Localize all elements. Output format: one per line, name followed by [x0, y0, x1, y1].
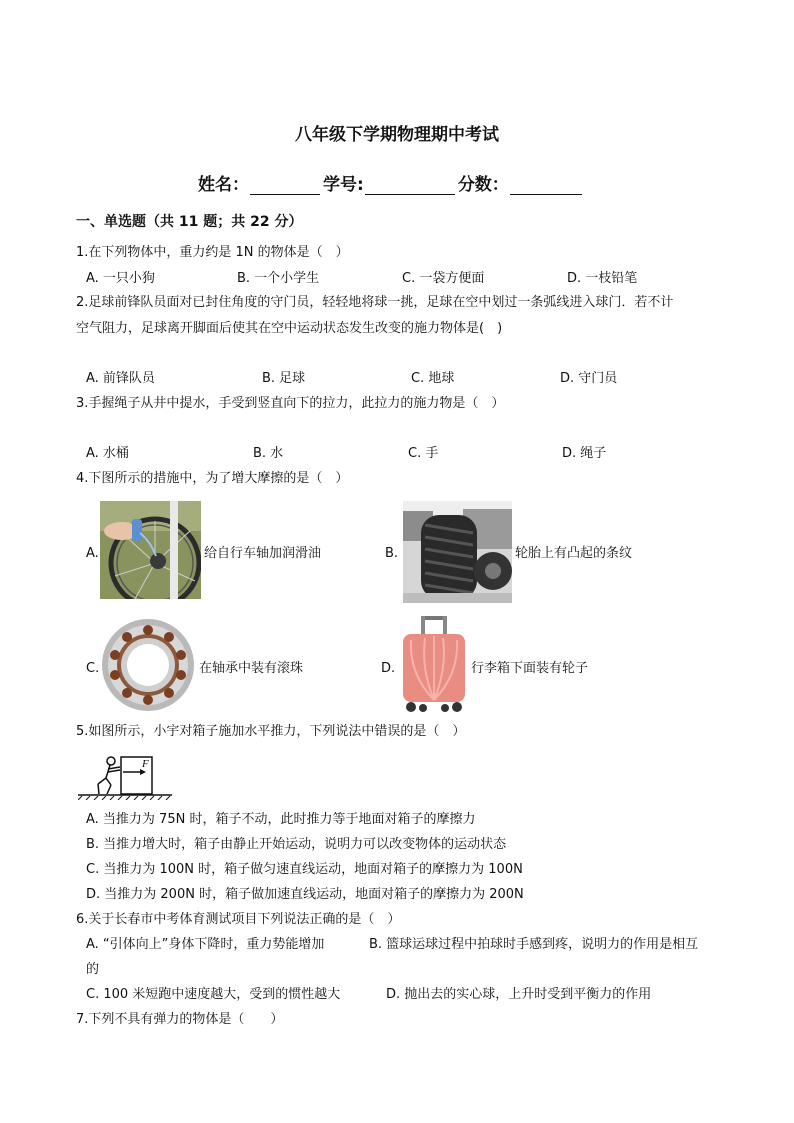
exam-title: 八年级下学期物理期中考试 — [295, 125, 499, 145]
question-7: 7.下列不具有弹力的物体是（ ） — [76, 1012, 284, 1027]
q6-option-a[interactable]: A. “引体向上”身体下降时，重力势能增加 — [86, 937, 325, 952]
score-blank[interactable] — [510, 176, 582, 195]
q6-option-b[interactable]: B. 篮球运球过程中拍球时手感到疼，说明力的作用是相互 — [369, 937, 699, 952]
question-4: 4.下图所示的措施中，为了增大摩擦的是（ ） — [76, 471, 349, 486]
q1-option-c[interactable]: C. 一袋方便面 — [402, 271, 485, 286]
push-box-figure — [78, 752, 172, 800]
q1-option-d[interactable]: D. 一枝铅笔 — [567, 271, 638, 286]
question-1: 1.在下列物体中，重力约是 1N 的物体是（ ） — [76, 245, 349, 260]
q3-option-d[interactable]: D. 绳子 — [562, 446, 607, 461]
student-info-line — [198, 170, 582, 195]
q5-option-b[interactable]: B. 当推力增大时，箱子由静止开始运动，说明力可以改变物体的运动状态 — [86, 837, 507, 852]
q4-option-b-letter[interactable]: B. — [385, 546, 399, 561]
score-label: 分数： — [457, 175, 509, 195]
name-blank[interactable] — [250, 176, 320, 195]
q5-option-c[interactable]: C. 当推力为 100N 时，箱子做匀速直线运动，地面对箱子的摩擦力为 100N — [86, 862, 523, 877]
bicycle-lubrication-image[interactable] — [100, 501, 201, 599]
q6-option-c[interactable]: C. 100 米短跑中速度越大，受到的惯性越大 — [86, 987, 341, 1002]
q2-option-d[interactable]: D. 守门员 — [560, 371, 618, 386]
q4-option-d-caption: 行李箱下面装有轮子 — [471, 661, 589, 676]
student-id-label: 学号: — [323, 175, 364, 195]
q5-option-a[interactable]: A. 当推力为 75N 时，箱子不动，此时推力等于地面对箱子的摩擦力 — [86, 812, 476, 827]
q1-option-b[interactable]: B. 一个小学生 — [237, 271, 320, 286]
q2-option-b[interactable]: B. 足球 — [262, 371, 306, 386]
q4-option-d-letter[interactable]: D. — [381, 661, 396, 676]
q1-option-a[interactable]: A. 一只小狗 — [86, 271, 155, 286]
q6-option-d[interactable]: D. 抛出去的实心球，上升时受到平衡力的作用 — [386, 987, 652, 1002]
q6-option-b-continued: 的 — [86, 962, 100, 977]
q4-option-b-caption: 轮胎上有凸起的条纹 — [515, 546, 633, 561]
q4-option-a-caption: 给自行车轴加润滑油 — [204, 546, 322, 561]
question-6: 6.关于长春市中考体育测试项目下列说法正确的是（ ） — [76, 912, 401, 927]
q2-option-a[interactable]: A. 前锋队员 — [86, 371, 155, 386]
q3-option-b[interactable]: B. 水 — [253, 446, 284, 461]
q2-option-c[interactable]: C. 地球 — [411, 371, 455, 386]
q4-option-a-letter[interactable]: A. — [86, 546, 99, 561]
q3-option-a[interactable]: A. 水桶 — [86, 446, 129, 461]
q3-option-c[interactable]: C. 手 — [408, 446, 439, 461]
question-5: 5.如图所示，小宇对箱子施加水平推力，下列说法中错误的是（ ） — [76, 724, 466, 739]
section-heading: 一、单选题（共 11 题；共 22 分） — [76, 214, 303, 230]
question-3: 3.手握绳子从井中提水，手受到竖直向下的拉力，此拉力的施力物是（ ） — [76, 396, 505, 411]
student-id-blank[interactable] — [365, 176, 455, 195]
q4-option-c-caption: 在轴承中装有滚珠 — [199, 661, 304, 676]
suitcase-image[interactable] — [399, 614, 469, 714]
force-label: F — [142, 758, 149, 770]
name-label: 姓名： — [198, 175, 249, 195]
question-2-line1: 2.足球前锋队员面对已封住角度的守门员，轻轻地将球一挑，足球在空中划过一条弧线进入球门．若不计 — [76, 295, 674, 310]
q5-option-d[interactable]: D. 当推力为 200N 时，箱子做加速直线运动，地面对箱子的摩擦力为 200N — [86, 887, 524, 902]
question-2-line2: 空气阻力，足球离开脚面后使其在空中运动状态发生改变的施力物体是( ) — [76, 321, 503, 336]
q4-option-c-letter[interactable]: C. — [86, 661, 100, 676]
tractor-tire-image[interactable] — [403, 501, 512, 603]
ball-bearing-image[interactable] — [100, 617, 196, 713]
